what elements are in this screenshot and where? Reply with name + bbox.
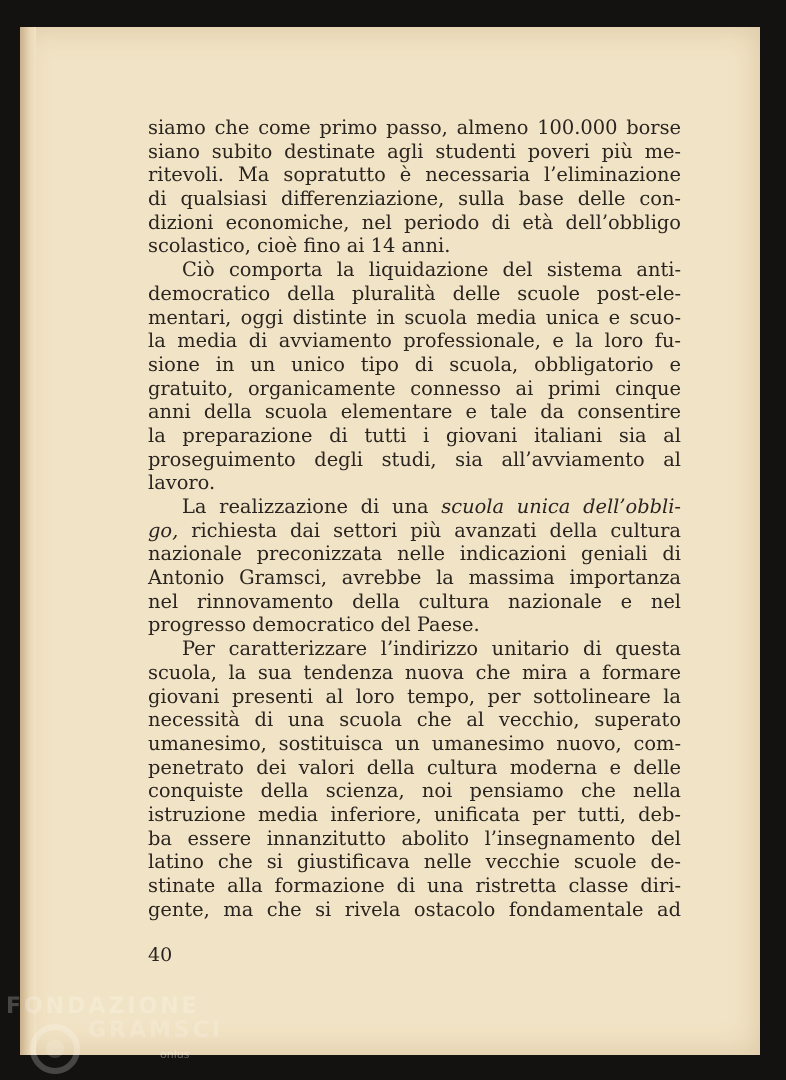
- text-line: Per caratterizzare l’indirizzo unitario di questa: [182, 637, 681, 661]
- watermark-title: FONDAZIONE: [6, 994, 200, 1019]
- text-line: scuola, la sua tendenza nuova che mira a formare: [148, 660, 681, 684]
- text-line: la media di avviamento professionale, e la loro fu-: [148, 329, 681, 353]
- text-line: mentari, oggi distinte in scuola media unica e scuo-: [148, 305, 681, 329]
- page-number: 40: [148, 944, 173, 966]
- text-line: sione in un unico tipo di scuola, obbligatorio e: [148, 352, 681, 376]
- text-line: conquiste della scienza, noi pensiamo che nella: [148, 779, 681, 803]
- text-line: democratico della pluralità delle scuole post-ele-: [148, 281, 681, 305]
- text-line: nazionale preconizzata nelle indicazioni geniali di: [148, 542, 681, 566]
- text-line: istruzione media inferiore, unificata per tutti, deb-: [148, 802, 681, 826]
- foundation-logo-icon: [26, 1020, 84, 1078]
- text-line: proseguimento degli studi, sia all’avviamento al: [148, 447, 681, 471]
- text-line: di qualsiasi differenziazione, sulla base delle con-: [148, 187, 681, 211]
- text-line: ba essere innanzitutto abolito l’insegnamento del: [148, 826, 681, 850]
- text-line: necessità di una scuola che al vecchio, superato: [148, 708, 681, 732]
- italic-phrase: go,: [148, 518, 179, 542]
- watermark-onlus: onlus: [160, 1048, 190, 1061]
- text-line: lavoro.: [148, 471, 216, 495]
- text-line: siamo che come primo passo, almeno 100.000 borse: [148, 116, 681, 139]
- text-line: anni della scuola elementare e tale da consentire: [148, 400, 681, 424]
- page-gutter-edge: [20, 27, 36, 1055]
- text-line: progresso democratico del Paese.: [148, 613, 480, 637]
- text-line: scolastico, cioè fino ai 14 anni.: [148, 234, 451, 258]
- text-line: dizioni economiche, nel periodo di età dell’obbligo: [148, 210, 681, 234]
- text-line: giovani presenti al loro tempo, per sottolineare la: [148, 684, 681, 708]
- text-fragment: richiesta dai settori più avanzati della cultura: [178, 518, 681, 542]
- text-line: gratuito, organicamente connesso ai primi cinque: [148, 376, 681, 400]
- watermark: [0, 990, 260, 1080]
- text-line: latino che si giustificava nelle vecchie scuole de-: [148, 850, 681, 874]
- text-line: [148, 495, 681, 519]
- text-line: siano subito destinate agli studenti poveri più me-: [148, 139, 681, 163]
- text-line: Antonio Gramsci, avrebbe la massima importanza: [148, 566, 681, 590]
- text-line: Ciò comporta la liquidazione del sistema anti-: [182, 258, 681, 282]
- text-fragment: La realizzazione di una: [182, 495, 442, 518]
- text-line: [148, 519, 681, 543]
- text-line: la preparazione di tutti i giovani italiani sia al: [148, 423, 681, 447]
- watermark-subtitle: GRAMSCI: [88, 1018, 224, 1043]
- text-line: gente, ma che si rivela ostacolo fondamentale ad: [148, 897, 681, 921]
- italic-phrase: scuola unica dell’obbli-: [441, 495, 681, 518]
- text-line: umanesimo, sostituisca un umanesimo nuovo, com-: [148, 731, 681, 755]
- body-text: [148, 116, 681, 921]
- text-line: stinate alla formazione di una ristretta classe diri-: [148, 874, 681, 897]
- text-line: penetrato dei valori della cultura moderna e delle: [148, 755, 681, 779]
- text-line: nel rinnovamento della cultura nazionale e nel: [148, 589, 681, 613]
- text-line: ritevoli. Ma sopratutto è necessaria l’eliminazione: [148, 163, 681, 187]
